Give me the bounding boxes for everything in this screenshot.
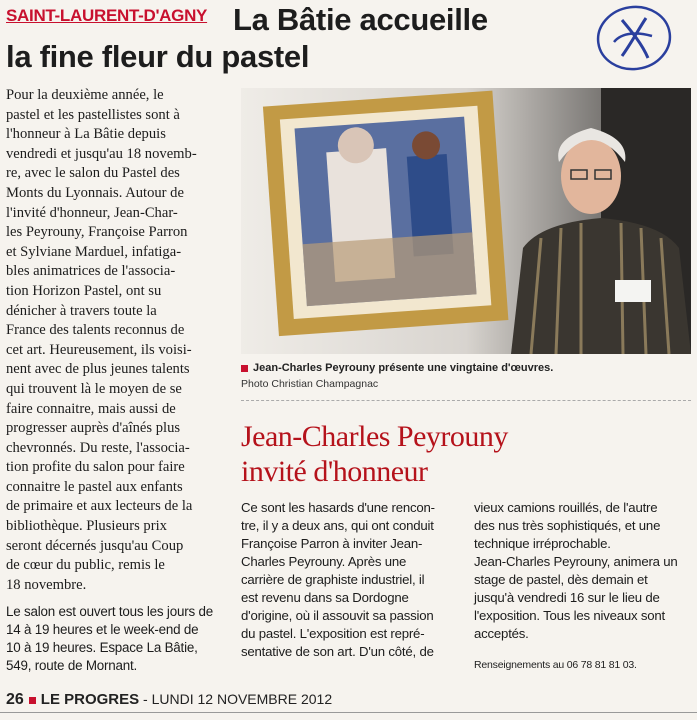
headline-line-1: La Bâtie accueille: [233, 2, 488, 37]
sidebar-column-2: [474, 499, 692, 643]
sidebar-line: acceptés.: [474, 626, 529, 641]
sidebar-line: vieux camions rouillés, de l'autre: [474, 500, 658, 515]
body-line: France des talents reconnus de: [6, 322, 185, 339]
sidebar-line: Charles Peyrouny. Après une: [241, 554, 407, 569]
body-line: pastel et les pastellistes sont à: [6, 106, 180, 123]
body-line: tion profite du salon pour faire: [6, 459, 185, 476]
body-line: Pour la deuxième année, le: [6, 87, 164, 103]
info-line: 10 à 19 heures. Espace La Bâtie,: [6, 640, 198, 655]
body-line: connaitre le pastel aux enfants: [6, 478, 183, 495]
sidebar-line: jusqu'à vendredi 16 sur le lieu de: [474, 590, 660, 605]
photo-credit: Photo Christian Champagnac: [241, 378, 379, 390]
sidebar-column-1: [241, 499, 461, 661]
info-line: 549, route de Mornant.: [6, 658, 138, 673]
sidebar-line: stage de pastel, dès demain et: [474, 572, 648, 587]
body-line: et Sylviane Marduel, infatiga-: [6, 243, 182, 260]
body-line: cet art. Heureusement, ils voisi-: [6, 341, 192, 358]
sidebar-line: Françoise Parron à inviter Jean-: [241, 536, 423, 551]
sidebar-line: Jean-Charles Peyrouny, animera un: [474, 554, 678, 569]
body-line: les Peyrouny, Françoise Parron: [6, 224, 188, 241]
article-body: [6, 86, 234, 595]
body-line: dénicher à travers toute la: [6, 302, 157, 319]
photo-caption-text: Jean-Charles Peyrouny présente une vingtaine d'œuvres.: [253, 362, 554, 374]
body-line: nent avec de plus jeunes talents: [6, 361, 190, 378]
sidebar-line: l'exposition. Tous les niveaux sont: [474, 608, 666, 623]
body-line: chevronnés. Du reste, l'associa-: [6, 439, 190, 456]
body-line: vendredi et jusqu'au 18 novemb-: [6, 145, 197, 162]
headline-line-2: la fine fleur du pastel: [6, 39, 310, 74]
sidebar-line: carrière de graphiste industriel, il: [241, 572, 425, 587]
divider: [241, 400, 691, 401]
body-line: 18 novembre.: [6, 576, 87, 593]
body-line: de cœur du public, remis le: [6, 557, 165, 574]
page-number: 26: [6, 691, 24, 708]
sidebar-line: des nus très sophistiqués, et une: [474, 518, 661, 533]
body-line: bibliothèque. Plusieurs prix: [6, 518, 167, 535]
body-line: faire connaitre, mais aussi de: [6, 400, 176, 417]
article-photo: [241, 88, 691, 354]
body-line: l'honneur à La Bâtie depuis: [6, 126, 166, 143]
sidebar-line: Ce sont les hasards d'une rencon-: [241, 500, 435, 515]
newspaper-name: LE PROGRES: [40, 691, 140, 708]
sidebar-line: est revenu dans sa Dordogne: [241, 590, 409, 605]
body-line: l'invité d'honneur, Jean-Char-: [6, 204, 178, 221]
section-kicker: SAINT-LAURENT-D'AGNY: [6, 6, 208, 25]
body-line: re, avec le salon du Pastel des: [6, 165, 180, 182]
body-line: progresser auprès d'aînés plus: [6, 420, 181, 437]
sidebar-line: sentative de son art. D'un côté, de: [241, 644, 434, 659]
body-line: de primaire et aux lecteurs de la: [6, 498, 193, 515]
contact-line: Renseignements au 06 78 81 81 03.: [474, 659, 637, 671]
info-line: 14 à 19 heures et le week-end de: [6, 622, 199, 637]
sidebar-title-line-2: invité d'honneur: [241, 455, 428, 488]
sidebar-line: tre, il y a deux ans, qui ont conduit: [241, 518, 434, 533]
body-line: bles animatrices de l'associa-: [6, 263, 176, 280]
sidebar-line: technique irréprochable.: [474, 536, 611, 551]
sidebar-title-line-1: Jean-Charles Peyrouny: [241, 420, 508, 453]
sidebar-line: du pastel. L'exposition est repré-: [241, 626, 425, 641]
handwritten-mark-icon: [592, 2, 674, 74]
page-footer: [6, 691, 332, 709]
issue-date: - LUNDI 12 NOVEMBRE 2012: [143, 691, 333, 707]
body-line: tion Horizon Pastel, ont su: [6, 282, 162, 299]
bullet-square-icon: [241, 365, 248, 372]
body-line: Monts du Lyonnais. Autour de: [6, 184, 184, 201]
body-line: qui trouvent là le moyen de se: [6, 380, 182, 397]
body-line: seront décernés jusqu'au Coup: [6, 537, 184, 554]
opening-hours-info: [6, 603, 234, 675]
photo-caption: [241, 362, 553, 374]
footer-square-icon: [29, 697, 36, 704]
sidebar-line: d'origine, où il assouvit sa passion: [241, 608, 434, 623]
info-line: Le salon est ouvert tous les jours de: [6, 604, 213, 619]
footer-rule: [0, 712, 697, 713]
